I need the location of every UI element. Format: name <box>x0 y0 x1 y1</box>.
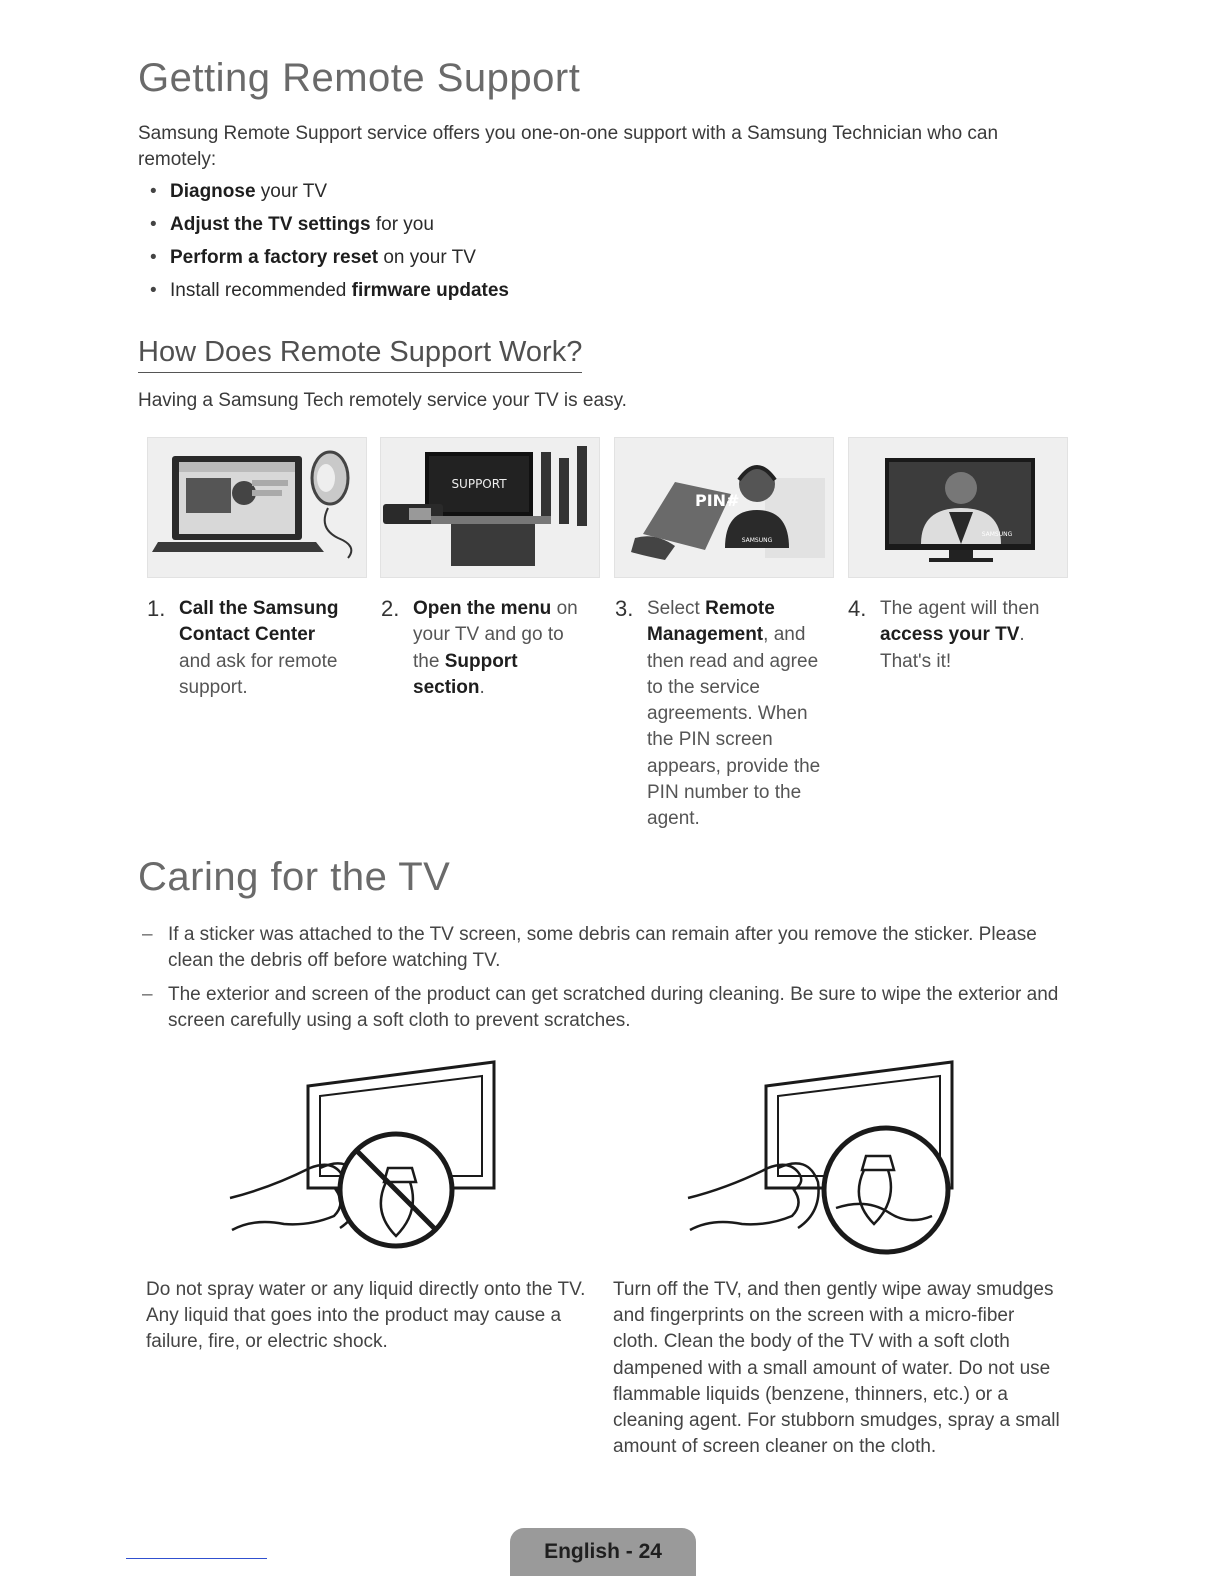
step1-text: Call the Samsung Contact Center and ask for remote support. <box>179 598 339 698</box>
page-number-badge: English - 24 <box>510 1528 696 1576</box>
step3-text: Select Remote Management, and then read and agree to the service agreements. When the PIN screen appears, provide the PIN number to the agent. <box>647 598 821 830</box>
svg-text:SAMSUNG: SAMSUNG <box>981 531 1013 538</box>
section-title-caring: Caring for the TV <box>138 855 451 899</box>
svg-text:SAMSUNG: SAMSUNG <box>741 537 773 544</box>
wipe-cloth-illustration <box>686 1058 986 1258</box>
section-title-how-it-works: How Does Remote Support Work? <box>138 336 582 373</box>
spray-on-cloth-icon <box>824 1128 948 1252</box>
remote-support-intro: Samsung Remote Support service offers you one-on-one support with a Samsung Technician who can remotely: <box>138 123 999 170</box>
remote-support-bullets <box>138 179 838 311</box>
footer-rule <box>126 1558 267 1559</box>
step1-image <box>147 437 367 578</box>
section-title-remote-support: Getting Remote Support <box>138 56 581 100</box>
bullet-adjust-settings: • Adjust the TV settings for you <box>138 212 838 245</box>
step4-image <box>848 437 1068 578</box>
step3-image <box>614 437 834 578</box>
caring-note-scratches: – The exterior and screen of the product can get scratched during cleaning. Be sure to wipe the exterior and screen carefully using a soft cloth to prevent scratches. <box>138 982 1073 1034</box>
caption-wipe: Turn off the TV, and then gently wipe away smudges and fingerprints on the screen with a micro-fiber cloth. Clean the body of the TV with a soft cloth dampened with a small amount of water. Do not use flammable liquids (benzene, thinners, etc.) or a cleaning agent. For stubborn smudges, spray a small amount of screen cleaner on the cloth. <box>613 1279 1060 1458</box>
step3-number: 3. <box>615 596 634 621</box>
caption-no-spray: Do not spray water or any liquid directly onto the TV. Any liquid that goes into the product may cause a failure, fire, or electric shock. <box>146 1279 586 1353</box>
step1-number: 1. <box>147 596 166 621</box>
svg-text:PIN#: PIN# <box>695 491 740 510</box>
bullet-firmware: • Install recommended firmware updates <box>138 278 838 311</box>
step2-text: Open the menu on your TV and go to the Support section. <box>413 598 578 698</box>
no-spray-illustration <box>228 1058 528 1258</box>
bullet-factory-reset: • Perform a factory reset on your TV <box>138 245 838 278</box>
tv-agent-icon <box>885 458 1035 562</box>
caring-note-sticker: – If a sticker was attached to the TV screen, some debris can remain after you remove the sticker. Please clean the debris off before watching TV. <box>138 922 1073 974</box>
speaker-icon <box>541 446 587 526</box>
how-it-works-intro: Having a Samsung Tech remotely service your TV is easy. <box>138 390 627 411</box>
laptop-icon <box>152 456 324 552</box>
caring-notes <box>138 922 1073 1042</box>
step4-number: 4. <box>848 596 867 621</box>
step2-number: 2. <box>381 596 400 621</box>
prohibited-icon <box>340 1134 452 1246</box>
step4-text: The agent will then access your TV. That's it! <box>880 598 1040 672</box>
step2-image <box>380 437 600 578</box>
svg-text:SUPPORT: SUPPORT <box>451 477 507 491</box>
bullet-diagnose: • Diagnose your TV <box>138 179 838 212</box>
